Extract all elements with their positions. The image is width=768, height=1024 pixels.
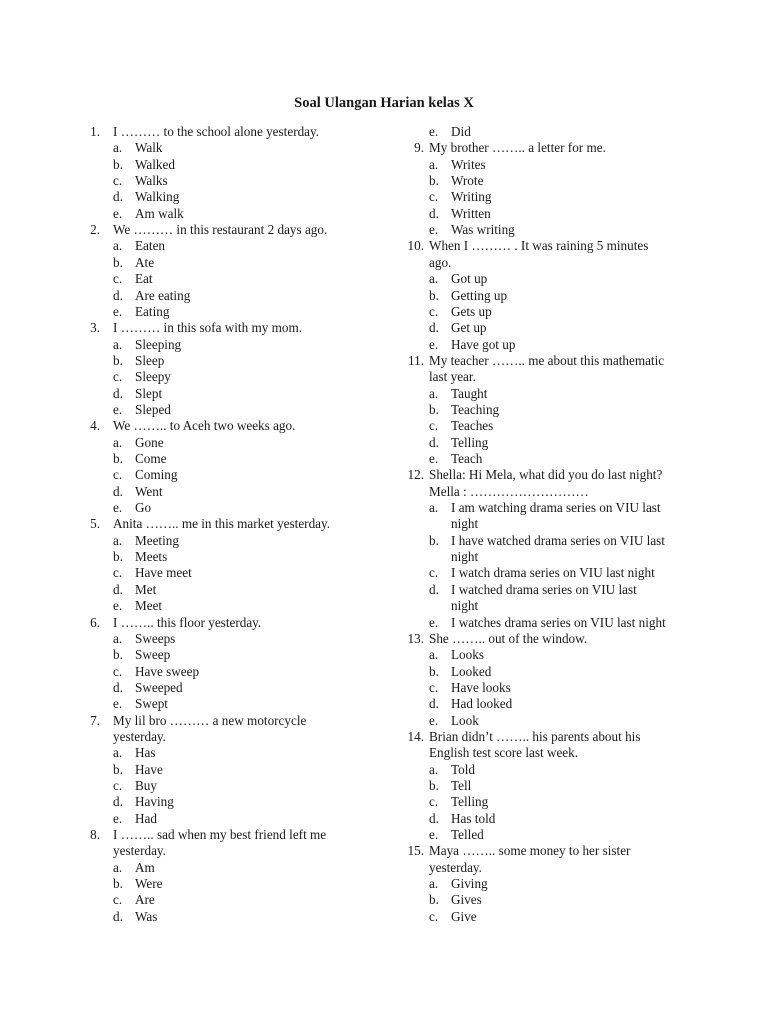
- option-letter: a.: [113, 532, 123, 548]
- question-number: 8.: [90, 827, 100, 843]
- option-letter: b.: [429, 287, 439, 303]
- option-letter: a.: [113, 630, 123, 646]
- option-text: Had looked: [451, 696, 513, 712]
- option-text: Giving: [451, 876, 488, 892]
- option-text: Walking: [135, 189, 180, 205]
- question-text: My lil bro ……… a new motorcycle: [113, 712, 307, 728]
- option-letter: d.: [113, 794, 123, 810]
- option-text: Coming: [135, 467, 178, 483]
- option-letter: e.: [113, 696, 123, 712]
- option-text: night: [451, 549, 479, 565]
- question-number: 3.: [90, 320, 100, 336]
- option-text: Give: [451, 908, 477, 924]
- option-text: Sweeped: [135, 679, 183, 695]
- option-text: I watched drama series on VIU last: [451, 581, 637, 597]
- option-text: Have looks: [451, 679, 511, 695]
- question-text: We …….. to Aceh two weeks ago.: [113, 418, 296, 434]
- question-text: English test score last week.: [429, 745, 579, 761]
- option-letter: b.: [429, 173, 439, 189]
- question-text: Anita …….. me in this market yesterday.: [113, 516, 331, 532]
- question-text: yesterday.: [113, 728, 166, 744]
- option-text: Ate: [135, 254, 155, 270]
- option-text: Was: [135, 908, 158, 924]
- question-number: 1.: [90, 124, 100, 139]
- question-text: Maya …….. some money to her sister: [429, 843, 631, 859]
- option-letter: b.: [113, 549, 123, 565]
- option-text: Have meet: [135, 565, 192, 581]
- option-letter: b.: [113, 156, 123, 172]
- option-letter: a.: [429, 876, 439, 892]
- option-letter: a.: [429, 500, 439, 516]
- question-text: My teacher …….. me about this mathematic: [429, 352, 665, 368]
- option-text: Sweeps: [135, 630, 176, 646]
- option-letter: d.: [429, 320, 439, 336]
- option-text: Getting up: [451, 287, 508, 303]
- option-text: Walked: [135, 156, 175, 172]
- option-text: Got up: [451, 271, 488, 287]
- option-letter: a.: [113, 238, 123, 254]
- option-text: Teaching: [451, 401, 500, 417]
- option-letter: c.: [429, 418, 439, 434]
- option-letter: e.: [429, 451, 439, 466]
- question-number: 2.: [90, 222, 100, 238]
- question-text: I ……… in this sofa with my mom.: [113, 320, 303, 336]
- question-number: 15.: [407, 843, 424, 859]
- option-letter: e.: [429, 712, 439, 728]
- option-letter: d.: [429, 810, 439, 826]
- option-text: Look: [451, 712, 479, 728]
- question-text: ago.: [429, 254, 452, 270]
- option-text: Meet: [135, 598, 163, 614]
- option-text: Slept: [135, 385, 163, 401]
- option-text: Sweep: [135, 647, 171, 663]
- option-letter: e.: [429, 614, 439, 630]
- option-text: Buy: [135, 778, 157, 793]
- option-text: Come: [135, 451, 167, 466]
- question-text: Mella : ………………………: [429, 483, 589, 499]
- option-text: Telled: [451, 827, 484, 843]
- option-letter: d.: [429, 696, 439, 712]
- option-text: Get up: [451, 320, 487, 336]
- option-letter: c.: [113, 565, 123, 581]
- question-number: 7.: [90, 712, 100, 728]
- option-text: Looked: [451, 663, 492, 679]
- question-number: 9.: [414, 140, 424, 156]
- option-letter: a.: [429, 761, 439, 777]
- option-letter: a.: [429, 385, 439, 401]
- option-letter: b.: [113, 352, 123, 368]
- option-text: Gives: [451, 892, 482, 908]
- option-text: Eat: [135, 271, 153, 287]
- option-letter: c.: [113, 778, 123, 793]
- option-letter: e.: [113, 500, 123, 516]
- option-text: Gone: [135, 434, 164, 450]
- option-letter: e.: [429, 827, 439, 843]
- option-text: Sleped: [135, 401, 171, 417]
- option-text: Sleeping: [135, 336, 182, 352]
- option-letter: e.: [429, 124, 439, 139]
- question-text: My brother …….. a letter for me.: [429, 140, 606, 156]
- question-text: yesterday.: [113, 843, 166, 859]
- option-text: Tell: [451, 778, 472, 793]
- option-text: Swept: [135, 696, 168, 712]
- question-number: 6.: [90, 614, 100, 630]
- option-letter: d.: [113, 581, 123, 597]
- option-text: Had: [135, 810, 157, 826]
- option-letter: b.: [113, 451, 123, 466]
- option-letter: a.: [113, 434, 123, 450]
- question-number: 12.: [407, 467, 424, 483]
- question-number: 10.: [407, 238, 424, 254]
- option-text: Go: [135, 500, 152, 516]
- question-text: Brian didn’t …….. his parents about his: [429, 728, 641, 744]
- question-text: She …….. out of the window.: [429, 630, 588, 646]
- option-text: Taught: [451, 385, 488, 401]
- option-text: Was writing: [451, 222, 515, 238]
- question-text: Shella: Hi Mela, what did you do last night?: [429, 467, 663, 483]
- option-text: Looks: [451, 647, 484, 663]
- option-letter: c.: [429, 679, 439, 695]
- option-text: Have: [135, 761, 163, 777]
- option-letter: b.: [429, 663, 439, 679]
- option-text: I have watched drama series on VIU last: [451, 532, 665, 548]
- option-text: Have sweep: [135, 663, 200, 679]
- option-letter: a.: [429, 156, 439, 172]
- question-number: 11.: [408, 352, 424, 368]
- question-text: When I ……… . It was raining 5 minutes: [429, 238, 649, 254]
- option-text: Were: [135, 876, 163, 892]
- option-text: night: [451, 598, 479, 614]
- option-letter: b.: [113, 876, 123, 892]
- option-letter: d.: [429, 205, 439, 221]
- option-text: Sleep: [135, 352, 165, 368]
- question-number: 4.: [90, 418, 100, 434]
- option-text: Walk: [135, 140, 163, 156]
- option-letter: a.: [429, 647, 439, 663]
- option-letter: a.: [113, 745, 123, 761]
- option-letter: a.: [113, 336, 123, 352]
- question-text: I …….. this floor yesterday.: [113, 614, 262, 630]
- option-text: Am: [135, 859, 155, 875]
- option-text: I watches drama series on VIU last night: [451, 614, 666, 630]
- option-text: I am watching drama series on VIU last: [451, 500, 661, 516]
- question-text: We ……… in this restaurant 2 days ago.: [113, 222, 328, 238]
- option-text: Walks: [135, 173, 168, 189]
- option-text: Meets: [135, 549, 168, 565]
- option-letter: a.: [113, 140, 123, 156]
- question-text: I …….. sad when my best friend left me: [113, 827, 327, 843]
- option-text: Told: [451, 761, 475, 777]
- option-text: Has told: [451, 810, 496, 826]
- option-letter: d.: [113, 287, 123, 303]
- option-letter: c.: [113, 892, 123, 908]
- option-letter: c.: [429, 565, 439, 581]
- option-text: night: [451, 516, 479, 532]
- option-letter: d.: [113, 679, 123, 695]
- option-letter: e.: [113, 303, 123, 319]
- option-text: Eaten: [135, 238, 166, 254]
- option-letter: c.: [429, 303, 439, 319]
- option-letter: b.: [113, 761, 123, 777]
- option-letter: c.: [113, 663, 123, 679]
- option-letter: d.: [113, 483, 123, 499]
- option-text: Having: [135, 794, 174, 810]
- option-letter: e.: [113, 810, 123, 826]
- option-text: Writes: [451, 156, 486, 172]
- option-letter: a.: [113, 859, 123, 875]
- question-number: 13.: [407, 630, 424, 646]
- option-text: Went: [135, 483, 163, 499]
- option-text: Wrote: [451, 173, 484, 189]
- option-letter: d.: [429, 581, 439, 597]
- option-text: Teaches: [451, 418, 494, 434]
- option-letter: e.: [429, 222, 439, 238]
- option-letter: a.: [429, 271, 439, 287]
- option-text: Written: [451, 205, 491, 221]
- option-letter: c.: [429, 794, 439, 810]
- option-text: Are eating: [135, 287, 191, 303]
- option-letter: d.: [429, 434, 439, 450]
- option-text: I watch drama series on VIU last night: [451, 565, 655, 581]
- option-letter: c.: [113, 467, 123, 483]
- option-text: Writing: [451, 189, 492, 205]
- option-text: Are: [135, 892, 155, 908]
- option-letter: b.: [429, 778, 439, 793]
- option-letter: c.: [429, 189, 439, 205]
- option-letter: e.: [113, 205, 123, 221]
- option-text: Telling: [451, 794, 489, 810]
- option-text: Telling: [451, 434, 489, 450]
- option-letter: b.: [113, 647, 123, 663]
- option-text: Eating: [135, 303, 170, 319]
- question-number: 5.: [90, 516, 100, 532]
- question-text: last year.: [429, 369, 476, 385]
- option-letter: d.: [113, 189, 123, 205]
- question-number: 14.: [407, 728, 424, 744]
- option-letter: b.: [429, 892, 439, 908]
- option-letter: d.: [113, 385, 123, 401]
- option-text: Teach: [451, 451, 483, 466]
- option-letter: c.: [113, 369, 123, 385]
- question-text: I ……… to the school alone yesterday.: [113, 124, 320, 139]
- option-text: Have got up: [451, 336, 516, 352]
- option-letter: b.: [429, 401, 439, 417]
- option-letter: e.: [429, 336, 439, 352]
- option-letter: d.: [113, 908, 123, 924]
- option-text: Am walk: [135, 205, 184, 221]
- option-letter: c.: [113, 271, 123, 287]
- option-text: Met: [135, 581, 157, 597]
- option-text: Meeting: [135, 532, 179, 548]
- option-text: Did: [451, 124, 471, 139]
- option-letter: b.: [113, 254, 123, 270]
- option-text: Sleepy: [135, 369, 171, 385]
- question-text: yesterday.: [429, 859, 482, 875]
- option-letter: e.: [113, 401, 123, 417]
- option-text: Has: [135, 745, 156, 761]
- option-letter: b.: [429, 532, 439, 548]
- option-letter: c.: [429, 908, 439, 924]
- option-letter: e.: [113, 598, 123, 614]
- option-letter: c.: [113, 173, 123, 189]
- option-text: Gets up: [451, 303, 492, 319]
- page-title: Soal Ulangan Harian kelas X: [294, 95, 474, 111]
